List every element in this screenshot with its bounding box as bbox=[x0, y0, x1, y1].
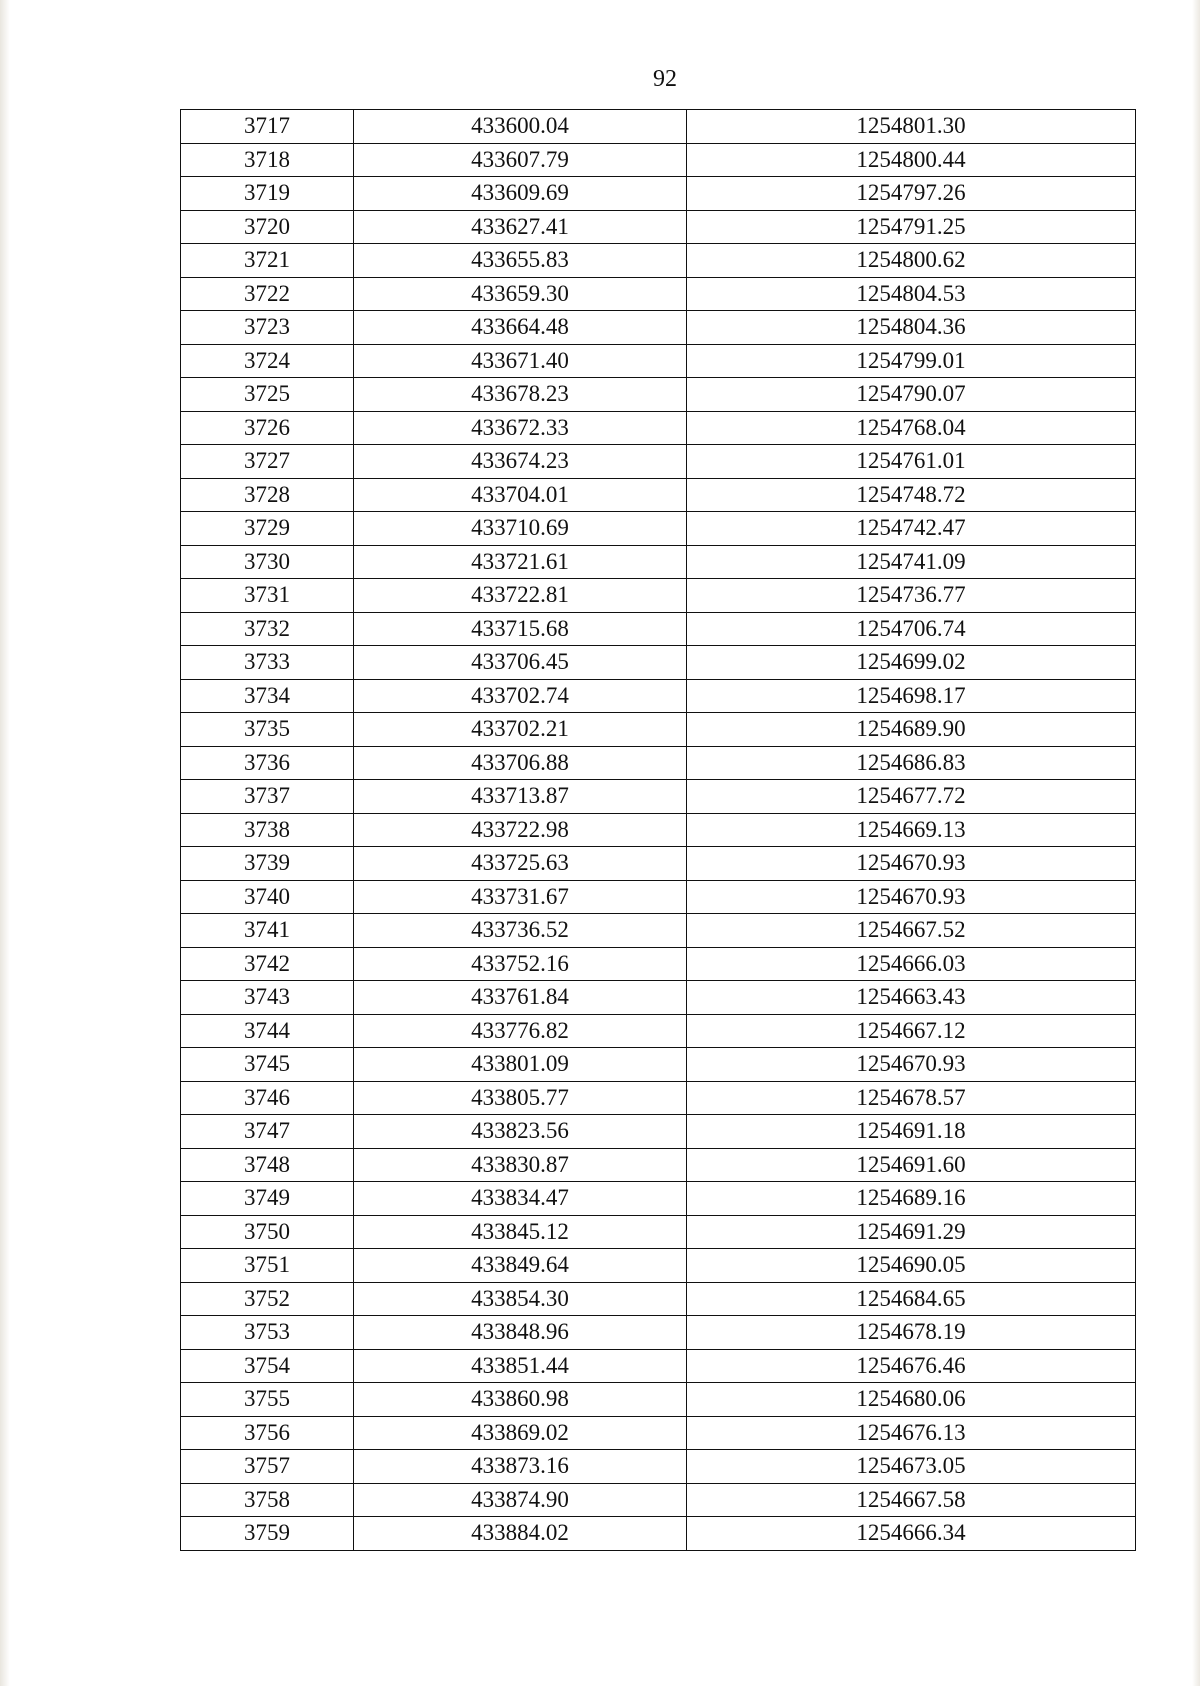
table-row bbox=[181, 1517, 1136, 1551]
point-number-cell: 3732 bbox=[181, 612, 354, 646]
point-number-cell: 3722 bbox=[181, 277, 354, 311]
table-row bbox=[181, 478, 1136, 512]
point-number-cell: 3759 bbox=[181, 1517, 354, 1551]
x-coordinate-cell: 433869.02 bbox=[354, 1416, 687, 1450]
point-number-cell: 3724 bbox=[181, 344, 354, 378]
table-row bbox=[181, 445, 1136, 479]
point-number-cell: 3725 bbox=[181, 378, 354, 412]
table-row bbox=[181, 177, 1136, 211]
y-coordinate-cell: 1254741.09 bbox=[687, 545, 1136, 579]
table-row bbox=[181, 914, 1136, 948]
table-row bbox=[181, 378, 1136, 412]
point-number-cell: 3730 bbox=[181, 545, 354, 579]
x-coordinate-cell: 433702.74 bbox=[354, 679, 687, 713]
table-row bbox=[181, 579, 1136, 613]
table-row bbox=[181, 545, 1136, 579]
table-row bbox=[181, 880, 1136, 914]
table-row bbox=[181, 311, 1136, 345]
y-coordinate-cell: 1254691.29 bbox=[687, 1215, 1136, 1249]
point-number-cell: 3738 bbox=[181, 813, 354, 847]
table-row bbox=[181, 713, 1136, 747]
y-coordinate-cell: 1254666.34 bbox=[687, 1517, 1136, 1551]
x-coordinate-cell: 433830.87 bbox=[354, 1148, 687, 1182]
point-number-cell: 3752 bbox=[181, 1282, 354, 1316]
table-row bbox=[181, 512, 1136, 546]
table-row bbox=[181, 277, 1136, 311]
table-row bbox=[181, 1282, 1136, 1316]
point-number-cell: 3743 bbox=[181, 981, 354, 1015]
table-row bbox=[181, 143, 1136, 177]
table-row bbox=[181, 847, 1136, 881]
scan-edge-right bbox=[1192, 0, 1200, 1686]
y-coordinate-cell: 1254689.16 bbox=[687, 1182, 1136, 1216]
x-coordinate-cell: 433848.96 bbox=[354, 1316, 687, 1350]
point-number-cell: 3719 bbox=[181, 177, 354, 211]
table-row bbox=[181, 679, 1136, 713]
point-number-cell: 3749 bbox=[181, 1182, 354, 1216]
y-coordinate-cell: 1254748.72 bbox=[687, 478, 1136, 512]
table-row bbox=[181, 1048, 1136, 1082]
y-coordinate-cell: 1254799.01 bbox=[687, 344, 1136, 378]
point-number-cell: 3744 bbox=[181, 1014, 354, 1048]
x-coordinate-cell: 433659.30 bbox=[354, 277, 687, 311]
table-row bbox=[181, 1383, 1136, 1417]
point-number-cell: 3740 bbox=[181, 880, 354, 914]
y-coordinate-cell: 1254677.72 bbox=[687, 780, 1136, 814]
point-number-cell: 3742 bbox=[181, 947, 354, 981]
x-coordinate-cell: 433702.21 bbox=[354, 713, 687, 747]
y-coordinate-cell: 1254768.04 bbox=[687, 411, 1136, 445]
x-coordinate-cell: 433713.87 bbox=[354, 780, 687, 814]
y-coordinate-cell: 1254691.60 bbox=[687, 1148, 1136, 1182]
x-coordinate-cell: 433874.90 bbox=[354, 1483, 687, 1517]
x-coordinate-cell: 433731.67 bbox=[354, 880, 687, 914]
point-number-cell: 3721 bbox=[181, 244, 354, 278]
y-coordinate-cell: 1254699.02 bbox=[687, 646, 1136, 680]
x-coordinate-cell: 433722.81 bbox=[354, 579, 687, 613]
point-number-cell: 3726 bbox=[181, 411, 354, 445]
table-row bbox=[181, 1081, 1136, 1115]
y-coordinate-cell: 1254667.12 bbox=[687, 1014, 1136, 1048]
x-coordinate-cell: 433854.30 bbox=[354, 1282, 687, 1316]
point-number-cell: 3733 bbox=[181, 646, 354, 680]
point-number-cell: 3727 bbox=[181, 445, 354, 479]
x-coordinate-cell: 433674.23 bbox=[354, 445, 687, 479]
table-row bbox=[181, 1148, 1136, 1182]
point-number-cell: 3747 bbox=[181, 1115, 354, 1149]
coordinates-table bbox=[180, 109, 1136, 1551]
coordinates-table-body bbox=[181, 110, 1136, 1551]
x-coordinate-cell: 433704.01 bbox=[354, 478, 687, 512]
y-coordinate-cell: 1254669.13 bbox=[687, 813, 1136, 847]
table-row bbox=[181, 646, 1136, 680]
table-row bbox=[181, 244, 1136, 278]
point-number-cell: 3723 bbox=[181, 311, 354, 345]
y-coordinate-cell: 1254678.19 bbox=[687, 1316, 1136, 1350]
table-row bbox=[181, 1249, 1136, 1283]
point-number-cell: 3728 bbox=[181, 478, 354, 512]
x-coordinate-cell: 433752.16 bbox=[354, 947, 687, 981]
x-coordinate-cell: 433706.45 bbox=[354, 646, 687, 680]
table-row bbox=[181, 1483, 1136, 1517]
x-coordinate-cell: 433851.44 bbox=[354, 1349, 687, 1383]
table-row bbox=[181, 1182, 1136, 1216]
x-coordinate-cell: 433776.82 bbox=[354, 1014, 687, 1048]
table-row bbox=[181, 1349, 1136, 1383]
table-row bbox=[181, 746, 1136, 780]
y-coordinate-cell: 1254761.01 bbox=[687, 445, 1136, 479]
y-coordinate-cell: 1254686.83 bbox=[687, 746, 1136, 780]
x-coordinate-cell: 433801.09 bbox=[354, 1048, 687, 1082]
table-row bbox=[181, 1014, 1136, 1048]
x-coordinate-cell: 433664.48 bbox=[354, 311, 687, 345]
point-number-cell: 3748 bbox=[181, 1148, 354, 1182]
y-coordinate-cell: 1254791.25 bbox=[687, 210, 1136, 244]
y-coordinate-cell: 1254676.13 bbox=[687, 1416, 1136, 1450]
point-number-cell: 3750 bbox=[181, 1215, 354, 1249]
y-coordinate-cell: 1254663.43 bbox=[687, 981, 1136, 1015]
y-coordinate-cell: 1254742.47 bbox=[687, 512, 1136, 546]
y-coordinate-cell: 1254736.77 bbox=[687, 579, 1136, 613]
table-row bbox=[181, 1215, 1136, 1249]
point-number-cell: 3751 bbox=[181, 1249, 354, 1283]
x-coordinate-cell: 433849.64 bbox=[354, 1249, 687, 1283]
y-coordinate-cell: 1254676.46 bbox=[687, 1349, 1136, 1383]
page-number: 92 bbox=[653, 66, 677, 92]
table-row bbox=[181, 1115, 1136, 1149]
point-number-cell: 3741 bbox=[181, 914, 354, 948]
x-coordinate-cell: 433834.47 bbox=[354, 1182, 687, 1216]
x-coordinate-cell: 433722.98 bbox=[354, 813, 687, 847]
table-row bbox=[181, 1416, 1136, 1450]
y-coordinate-cell: 1254790.07 bbox=[687, 378, 1136, 412]
table-row bbox=[181, 780, 1136, 814]
table-row bbox=[181, 1316, 1136, 1350]
x-coordinate-cell: 433600.04 bbox=[354, 110, 687, 144]
y-coordinate-cell: 1254684.65 bbox=[687, 1282, 1136, 1316]
point-number-cell: 3756 bbox=[181, 1416, 354, 1450]
y-coordinate-cell: 1254670.93 bbox=[687, 847, 1136, 881]
y-coordinate-cell: 1254680.06 bbox=[687, 1383, 1136, 1417]
x-coordinate-cell: 433710.69 bbox=[354, 512, 687, 546]
scan-edge-left bbox=[0, 0, 10, 1686]
x-coordinate-cell: 433761.84 bbox=[354, 981, 687, 1015]
y-coordinate-cell: 1254670.93 bbox=[687, 1048, 1136, 1082]
y-coordinate-cell: 1254690.05 bbox=[687, 1249, 1136, 1283]
table-row bbox=[181, 210, 1136, 244]
y-coordinate-cell: 1254670.93 bbox=[687, 880, 1136, 914]
point-number-cell: 3754 bbox=[181, 1349, 354, 1383]
point-number-cell: 3739 bbox=[181, 847, 354, 881]
table-row bbox=[181, 981, 1136, 1015]
y-coordinate-cell: 1254797.26 bbox=[687, 177, 1136, 211]
table-row bbox=[181, 813, 1136, 847]
x-coordinate-cell: 433672.33 bbox=[354, 411, 687, 445]
x-coordinate-cell: 433884.02 bbox=[354, 1517, 687, 1551]
x-coordinate-cell: 433721.61 bbox=[354, 545, 687, 579]
point-number-cell: 3745 bbox=[181, 1048, 354, 1082]
table-row bbox=[181, 612, 1136, 646]
point-number-cell: 3758 bbox=[181, 1483, 354, 1517]
point-number-cell: 3720 bbox=[181, 210, 354, 244]
x-coordinate-cell: 433736.52 bbox=[354, 914, 687, 948]
y-coordinate-cell: 1254804.53 bbox=[687, 277, 1136, 311]
x-coordinate-cell: 433607.79 bbox=[354, 143, 687, 177]
point-number-cell: 3718 bbox=[181, 143, 354, 177]
table-row bbox=[181, 1450, 1136, 1484]
y-coordinate-cell: 1254666.03 bbox=[687, 947, 1136, 981]
table-row bbox=[181, 110, 1136, 144]
x-coordinate-cell: 433823.56 bbox=[354, 1115, 687, 1149]
point-number-cell: 3737 bbox=[181, 780, 354, 814]
x-coordinate-cell: 433627.41 bbox=[354, 210, 687, 244]
point-number-cell: 3755 bbox=[181, 1383, 354, 1417]
y-coordinate-cell: 1254673.05 bbox=[687, 1450, 1136, 1484]
x-coordinate-cell: 433845.12 bbox=[354, 1215, 687, 1249]
x-coordinate-cell: 433805.77 bbox=[354, 1081, 687, 1115]
y-coordinate-cell: 1254667.52 bbox=[687, 914, 1136, 948]
point-number-cell: 3729 bbox=[181, 512, 354, 546]
x-coordinate-cell: 433609.69 bbox=[354, 177, 687, 211]
y-coordinate-cell: 1254667.58 bbox=[687, 1483, 1136, 1517]
x-coordinate-cell: 433715.68 bbox=[354, 612, 687, 646]
y-coordinate-cell: 1254678.57 bbox=[687, 1081, 1136, 1115]
x-coordinate-cell: 433678.23 bbox=[354, 378, 687, 412]
y-coordinate-cell: 1254689.90 bbox=[687, 713, 1136, 747]
x-coordinate-cell: 433725.63 bbox=[354, 847, 687, 881]
y-coordinate-cell: 1254801.30 bbox=[687, 110, 1136, 144]
point-number-cell: 3736 bbox=[181, 746, 354, 780]
point-number-cell: 3753 bbox=[181, 1316, 354, 1350]
point-number-cell: 3746 bbox=[181, 1081, 354, 1115]
y-coordinate-cell: 1254800.62 bbox=[687, 244, 1136, 278]
y-coordinate-cell: 1254691.18 bbox=[687, 1115, 1136, 1149]
table-row bbox=[181, 344, 1136, 378]
x-coordinate-cell: 433671.40 bbox=[354, 344, 687, 378]
y-coordinate-cell: 1254804.36 bbox=[687, 311, 1136, 345]
point-number-cell: 3735 bbox=[181, 713, 354, 747]
point-number-cell: 3731 bbox=[181, 579, 354, 613]
x-coordinate-cell: 433706.88 bbox=[354, 746, 687, 780]
point-number-cell: 3757 bbox=[181, 1450, 354, 1484]
table-row bbox=[181, 947, 1136, 981]
y-coordinate-cell: 1254800.44 bbox=[687, 143, 1136, 177]
point-number-cell: 3717 bbox=[181, 110, 354, 144]
coordinates-table-container bbox=[180, 109, 1136, 1551]
y-coordinate-cell: 1254706.74 bbox=[687, 612, 1136, 646]
x-coordinate-cell: 433860.98 bbox=[354, 1383, 687, 1417]
y-coordinate-cell: 1254698.17 bbox=[687, 679, 1136, 713]
point-number-cell: 3734 bbox=[181, 679, 354, 713]
x-coordinate-cell: 433655.83 bbox=[354, 244, 687, 278]
table-row bbox=[181, 411, 1136, 445]
x-coordinate-cell: 433873.16 bbox=[354, 1450, 687, 1484]
